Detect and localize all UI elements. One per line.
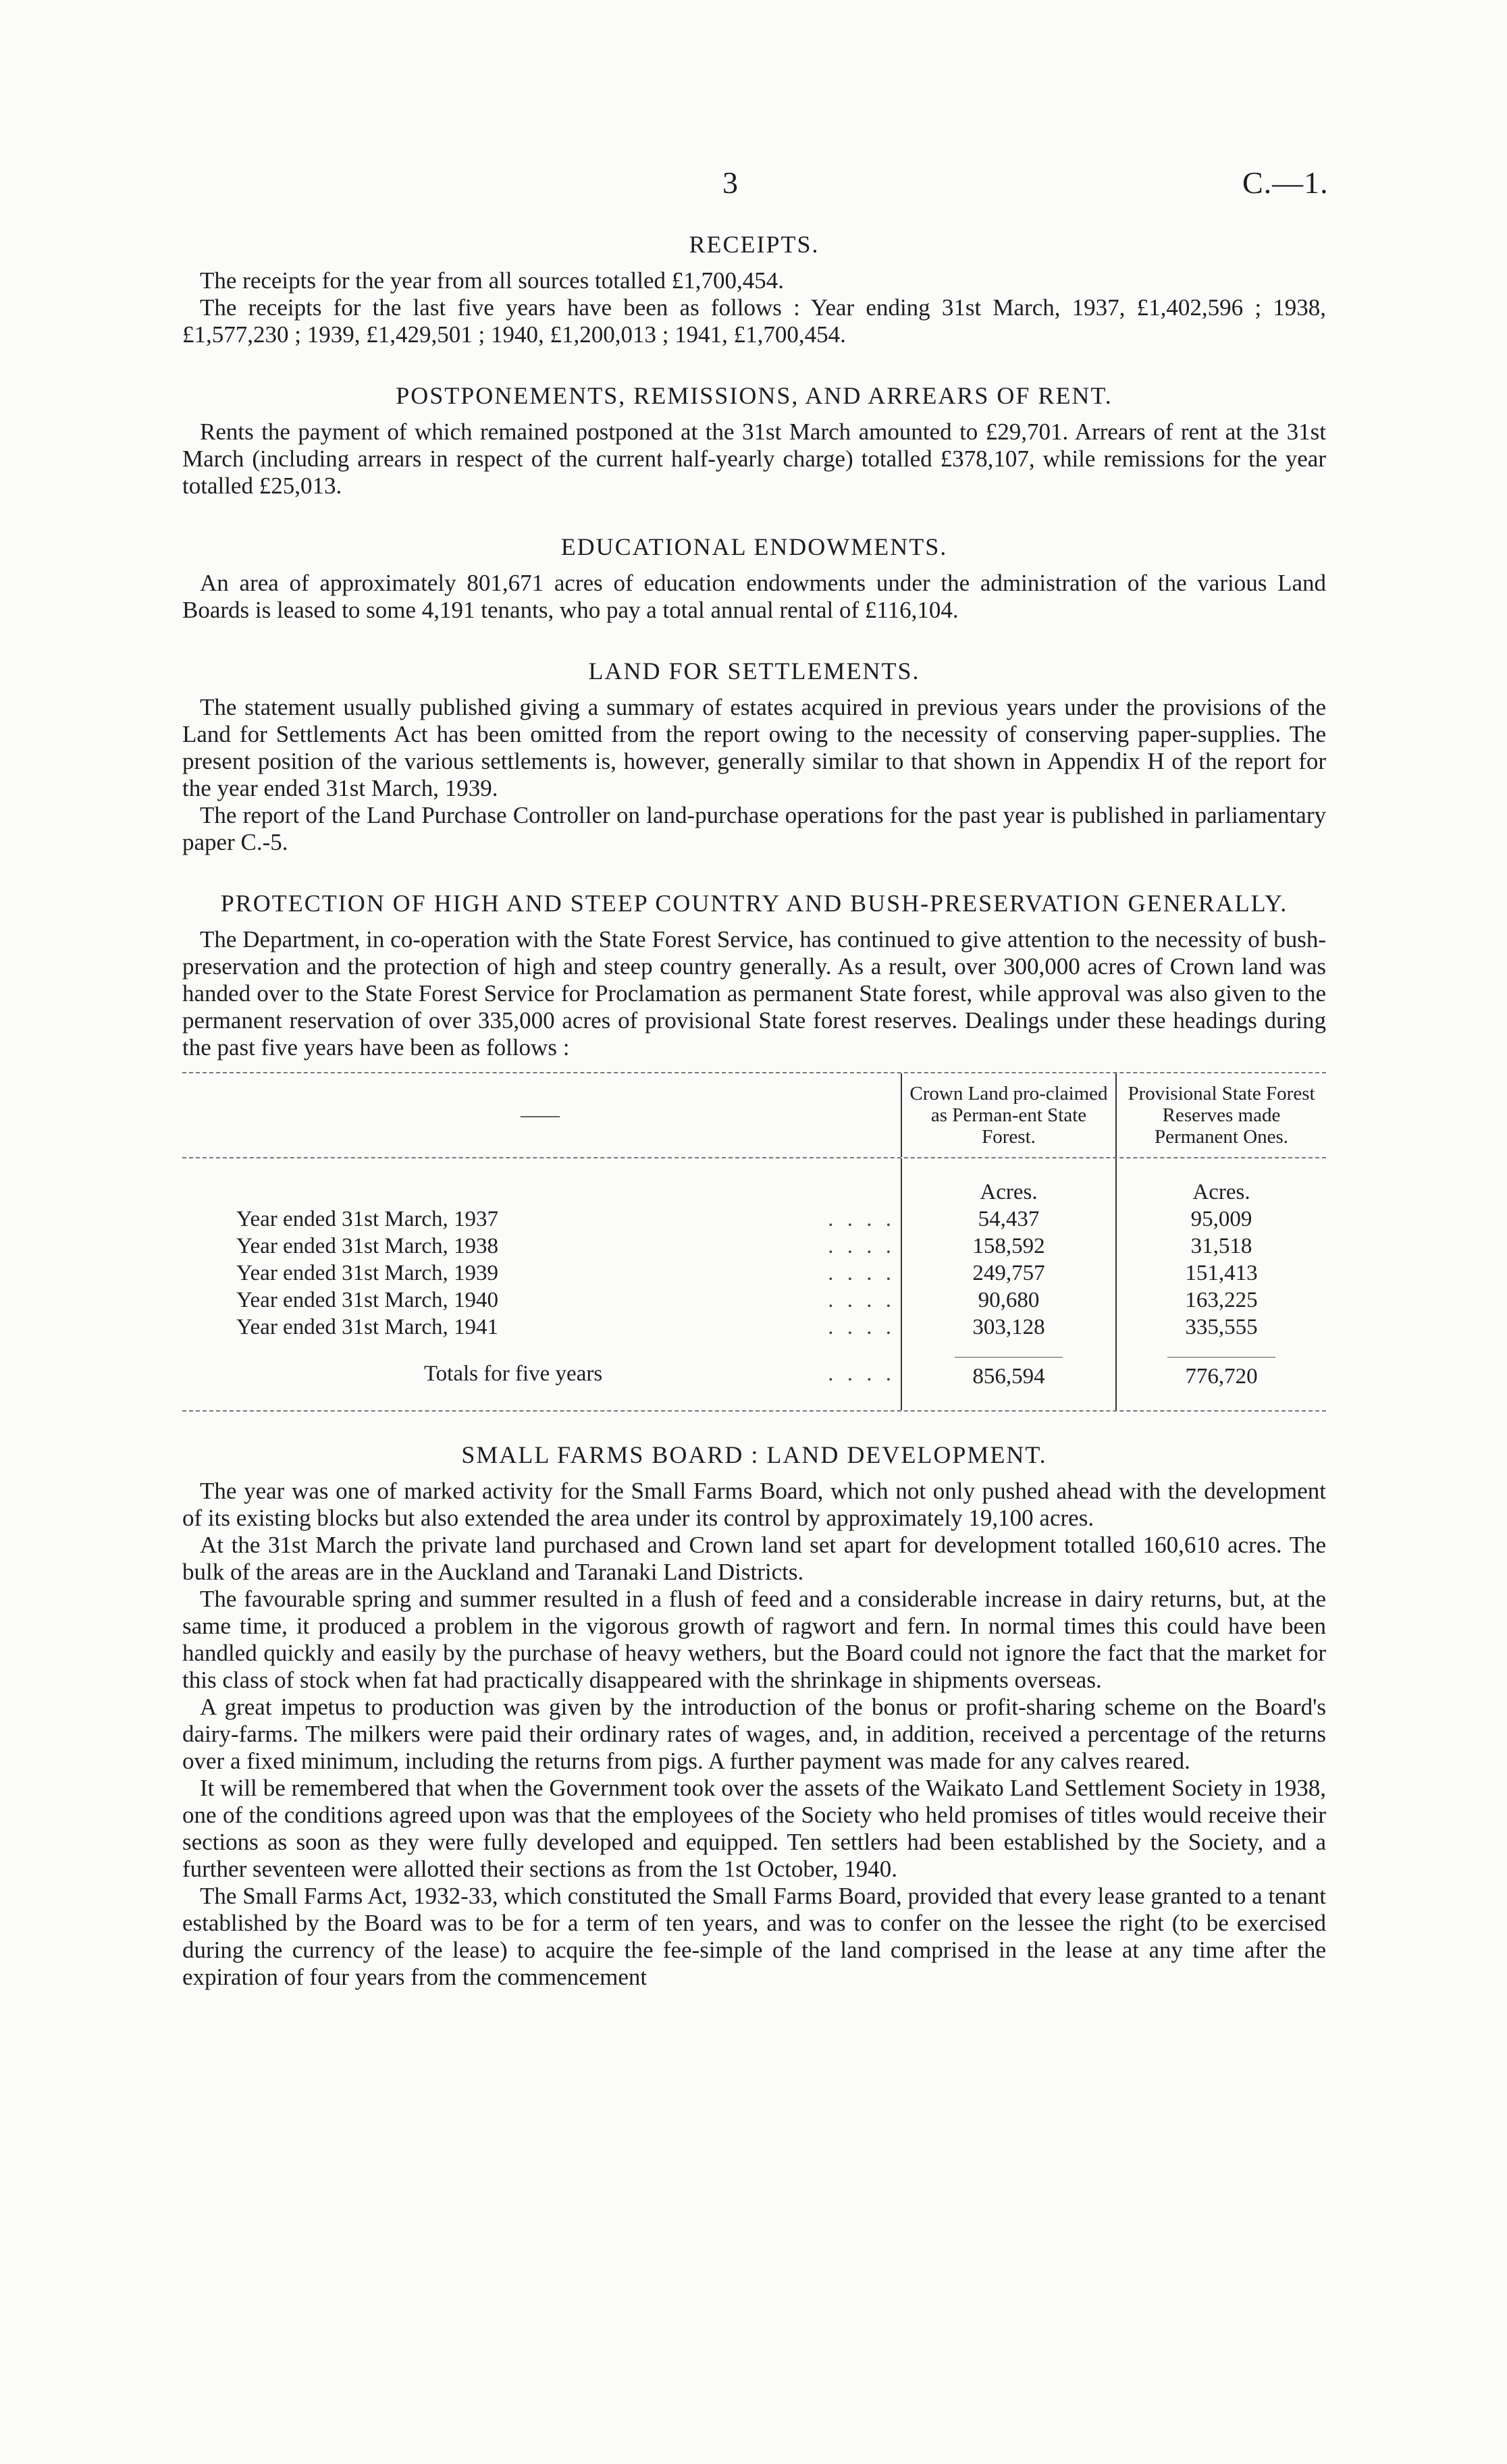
leader-dots: . . . . xyxy=(828,1234,895,1258)
section-heading-protection: PROTECTION OF HIGH AND STEEP COUNTRY AND BUSH-PRESERVATION GENERALLY. xyxy=(220,890,1288,917)
paragraph: An area of approximately 801,671 acres of education endowments under the administration of the various Land Boards is leased to some 4,191 tenants, who pay a total annual rental of £116,104. xyxy=(182,570,1326,623)
row-year: Year ended 31st March, 1937 xyxy=(236,1207,498,1231)
row-prov-acres: 335,555 xyxy=(1185,1315,1258,1339)
paragraph: A great impetus to production was given by the introduction of the bonus or profit-sharing scheme on the Board's dairy-farms. The milkers were paid their ordinary rates of wages, and, in addition, received a percentage of the returns over a fixed minimum, including the returns from pigs. A further payment was made for any calves reared. xyxy=(182,1694,1326,1774)
row-year: Year ended 31st March, 1938 xyxy=(236,1234,498,1258)
paragraph: The year was one of marked activity for the Small Farms Board, which not only pushed ahead with the development of its existing blocks but also extended the area under its control by approximately 19,100 acres. xyxy=(182,1478,1326,1531)
paragraph: The Small Farms Act, 1932-33, which constituted the Small Farms Board, provided that every lease granted to a tenant established by the Board was to be for a term of ten years, and was to confer on the lessee the right (to be exercised during the currency of the lease) to acquire the fee-simple of the land comprised in the lease at any time after the expiration of four years from the commencement xyxy=(182,1883,1326,1990)
table-row xyxy=(182,1233,1326,1260)
section-heading-settlements: LAND FOR SETTLEMENTS. xyxy=(588,658,920,685)
page-body xyxy=(182,230,1326,1991)
paragraph: At the 31st March the private land purchased and Crown land set apart for development totalled 160,610 acres. The bulk of the areas are in the Auckland and Taranaki Land Districts. xyxy=(182,1532,1326,1585)
units-row xyxy=(182,1158,1326,1206)
leader-dots: . . . . xyxy=(828,1288,895,1312)
section-land-for-settlements xyxy=(182,656,1326,856)
row-prov-acres: 151,413 xyxy=(1185,1261,1258,1285)
row-crown-acres: 54,437 xyxy=(901,1206,1116,1233)
total-prov-acres: 776,720 xyxy=(1167,1357,1275,1390)
unit-crown: Acres. xyxy=(901,1158,1116,1206)
leader-dots: . . . . xyxy=(828,1361,895,1386)
section-small-farms xyxy=(182,1440,1326,1991)
row-year: Year ended 31st March, 1939 xyxy=(236,1261,498,1285)
row-prov-acres: 95,009 xyxy=(1190,1207,1252,1231)
dealings-table xyxy=(182,1073,1326,1410)
header-blank: —— xyxy=(521,1104,560,1126)
paragraph: The favourable spring and summer resulted in a flush of feed and a considerable increase in dairy returns, but, at the same time, it produced a problem in the vigorous growth of ragwort and fern. In normal times this could have been handled quickly and easily by the purchase of heavy wethers, but the Board could not ignore the fact that the market for this class of stock when fat had practically disappeared with the shrinkage in shipments overseas. xyxy=(182,1586,1326,1693)
table-row xyxy=(182,1260,1326,1287)
section-heading-receipts: RECEIPTS. xyxy=(689,231,820,258)
row-crown-acres: 249,757 xyxy=(901,1260,1116,1287)
row-crown-acres: 303,128 xyxy=(901,1314,1116,1341)
section-postponements xyxy=(182,381,1326,500)
paragraph: Rents the payment of which remained postponed at the 31st March amounted to £29,701. Arrears of rent at the 31st March (including arrears in respect of the current half-yearly charge) totalled £378,107, while remissions for the year totalled £25,013. xyxy=(182,419,1326,499)
paragraph: It will be remembered that when the Government took over the assets of the Waikato Land Settlement Society in 1938, one of the conditions agreed upon was that the employees of the Society who held promises of titles would receive their sections as soon as they were fully developed and equipped. Ten settlers had been established by the Society, and a further seventeen were allotted their sections as from the 1st October, 1940. xyxy=(182,1775,1326,1882)
table-row xyxy=(182,1314,1326,1341)
table-row xyxy=(182,1287,1326,1314)
row-prov-acres: 163,225 xyxy=(1185,1288,1258,1312)
totals-row xyxy=(182,1341,1326,1410)
totals-label: Totals for five years xyxy=(423,1361,603,1386)
table-bottom-rule xyxy=(182,1410,1326,1412)
total-crown-acres: 856,594 xyxy=(955,1357,1063,1390)
leader-dots: . . . . xyxy=(828,1315,895,1339)
paragraph: The statement usually published giving a summary of estates acquired in previous years under the provisions of the Land for Settlements Act has been omitted from the report owing to the necessity of conserving paper-supplies. The present position of the various settlements is, however, generally similar to that shown in Appendix H of the report for the year ended 31st March, 1939. xyxy=(182,694,1326,801)
row-crown-acres: 90,680 xyxy=(901,1287,1116,1314)
section-heading-postponements: POSTPONEMENTS, REMISSIONS, AND ARREARS OF RENT. xyxy=(396,382,1113,409)
page-header xyxy=(0,165,1507,205)
leader-dots: . . . . xyxy=(828,1207,895,1231)
document-reference: C.—1. xyxy=(1242,165,1329,200)
header-dots-spacer xyxy=(755,1073,901,1157)
section-receipts xyxy=(182,230,1326,348)
section-heading-educational: EDUCATIONAL ENDOWMENTS. xyxy=(560,533,948,560)
table-header-row xyxy=(182,1073,1326,1157)
dealings-table-wrapper xyxy=(182,1072,1326,1412)
paragraph: The report of the Land Purchase Controller on land-purchase operations for the past year is published in parliamentary paper C.-5. xyxy=(182,802,1326,855)
section-educational-endowments xyxy=(182,532,1326,624)
row-year: Year ended 31st March, 1940 xyxy=(236,1288,498,1312)
table-row xyxy=(182,1206,1326,1233)
unit-prov: Acres. xyxy=(1192,1180,1250,1204)
paragraph: The Department, in co-operation with the State Forest Service, has continued to give attention to the necessity of bush-preservation and the protection of high and steep country generally. As a result, over 300,000 acres of Crown land was handed over to the State Forest Service for Proclamation as permanent State forest, while approval was also given to the permanent reservation of over 335,000 acres of provisional State forest reserves. Dealings under these headings during the past five years have been as follows : xyxy=(182,926,1326,1061)
row-year: Year ended 31st March, 1941 xyxy=(236,1315,498,1339)
paragraph: The receipts for the last five years have been as follows : Year ending 31st March, 1937, £1,402,596 ; 1938, £1,577,230 ; 1939, £1,429,501 ; 1940, £1,200,013 ; 1941, £1,700,454. xyxy=(182,294,1326,348)
row-crown-acres: 158,592 xyxy=(901,1233,1116,1260)
page-number: 3 xyxy=(722,165,738,200)
column-header-crown-land: Crown Land pro-claimed as Perman-ent State Forest. xyxy=(901,1073,1116,1157)
row-prov-acres: 31,518 xyxy=(1190,1234,1252,1258)
leader-dots: . . . . xyxy=(828,1261,895,1285)
column-header-provisional-reserves: Provisional State Forest Reserves made Permanent Ones. xyxy=(1128,1083,1315,1148)
section-protection xyxy=(182,888,1326,1061)
paragraph: The receipts for the year from all sources totalled £1,700,454. xyxy=(200,267,784,294)
section-heading-small-farms: SMALL FARMS BOARD : LAND DEVELOPMENT. xyxy=(461,1441,1047,1468)
